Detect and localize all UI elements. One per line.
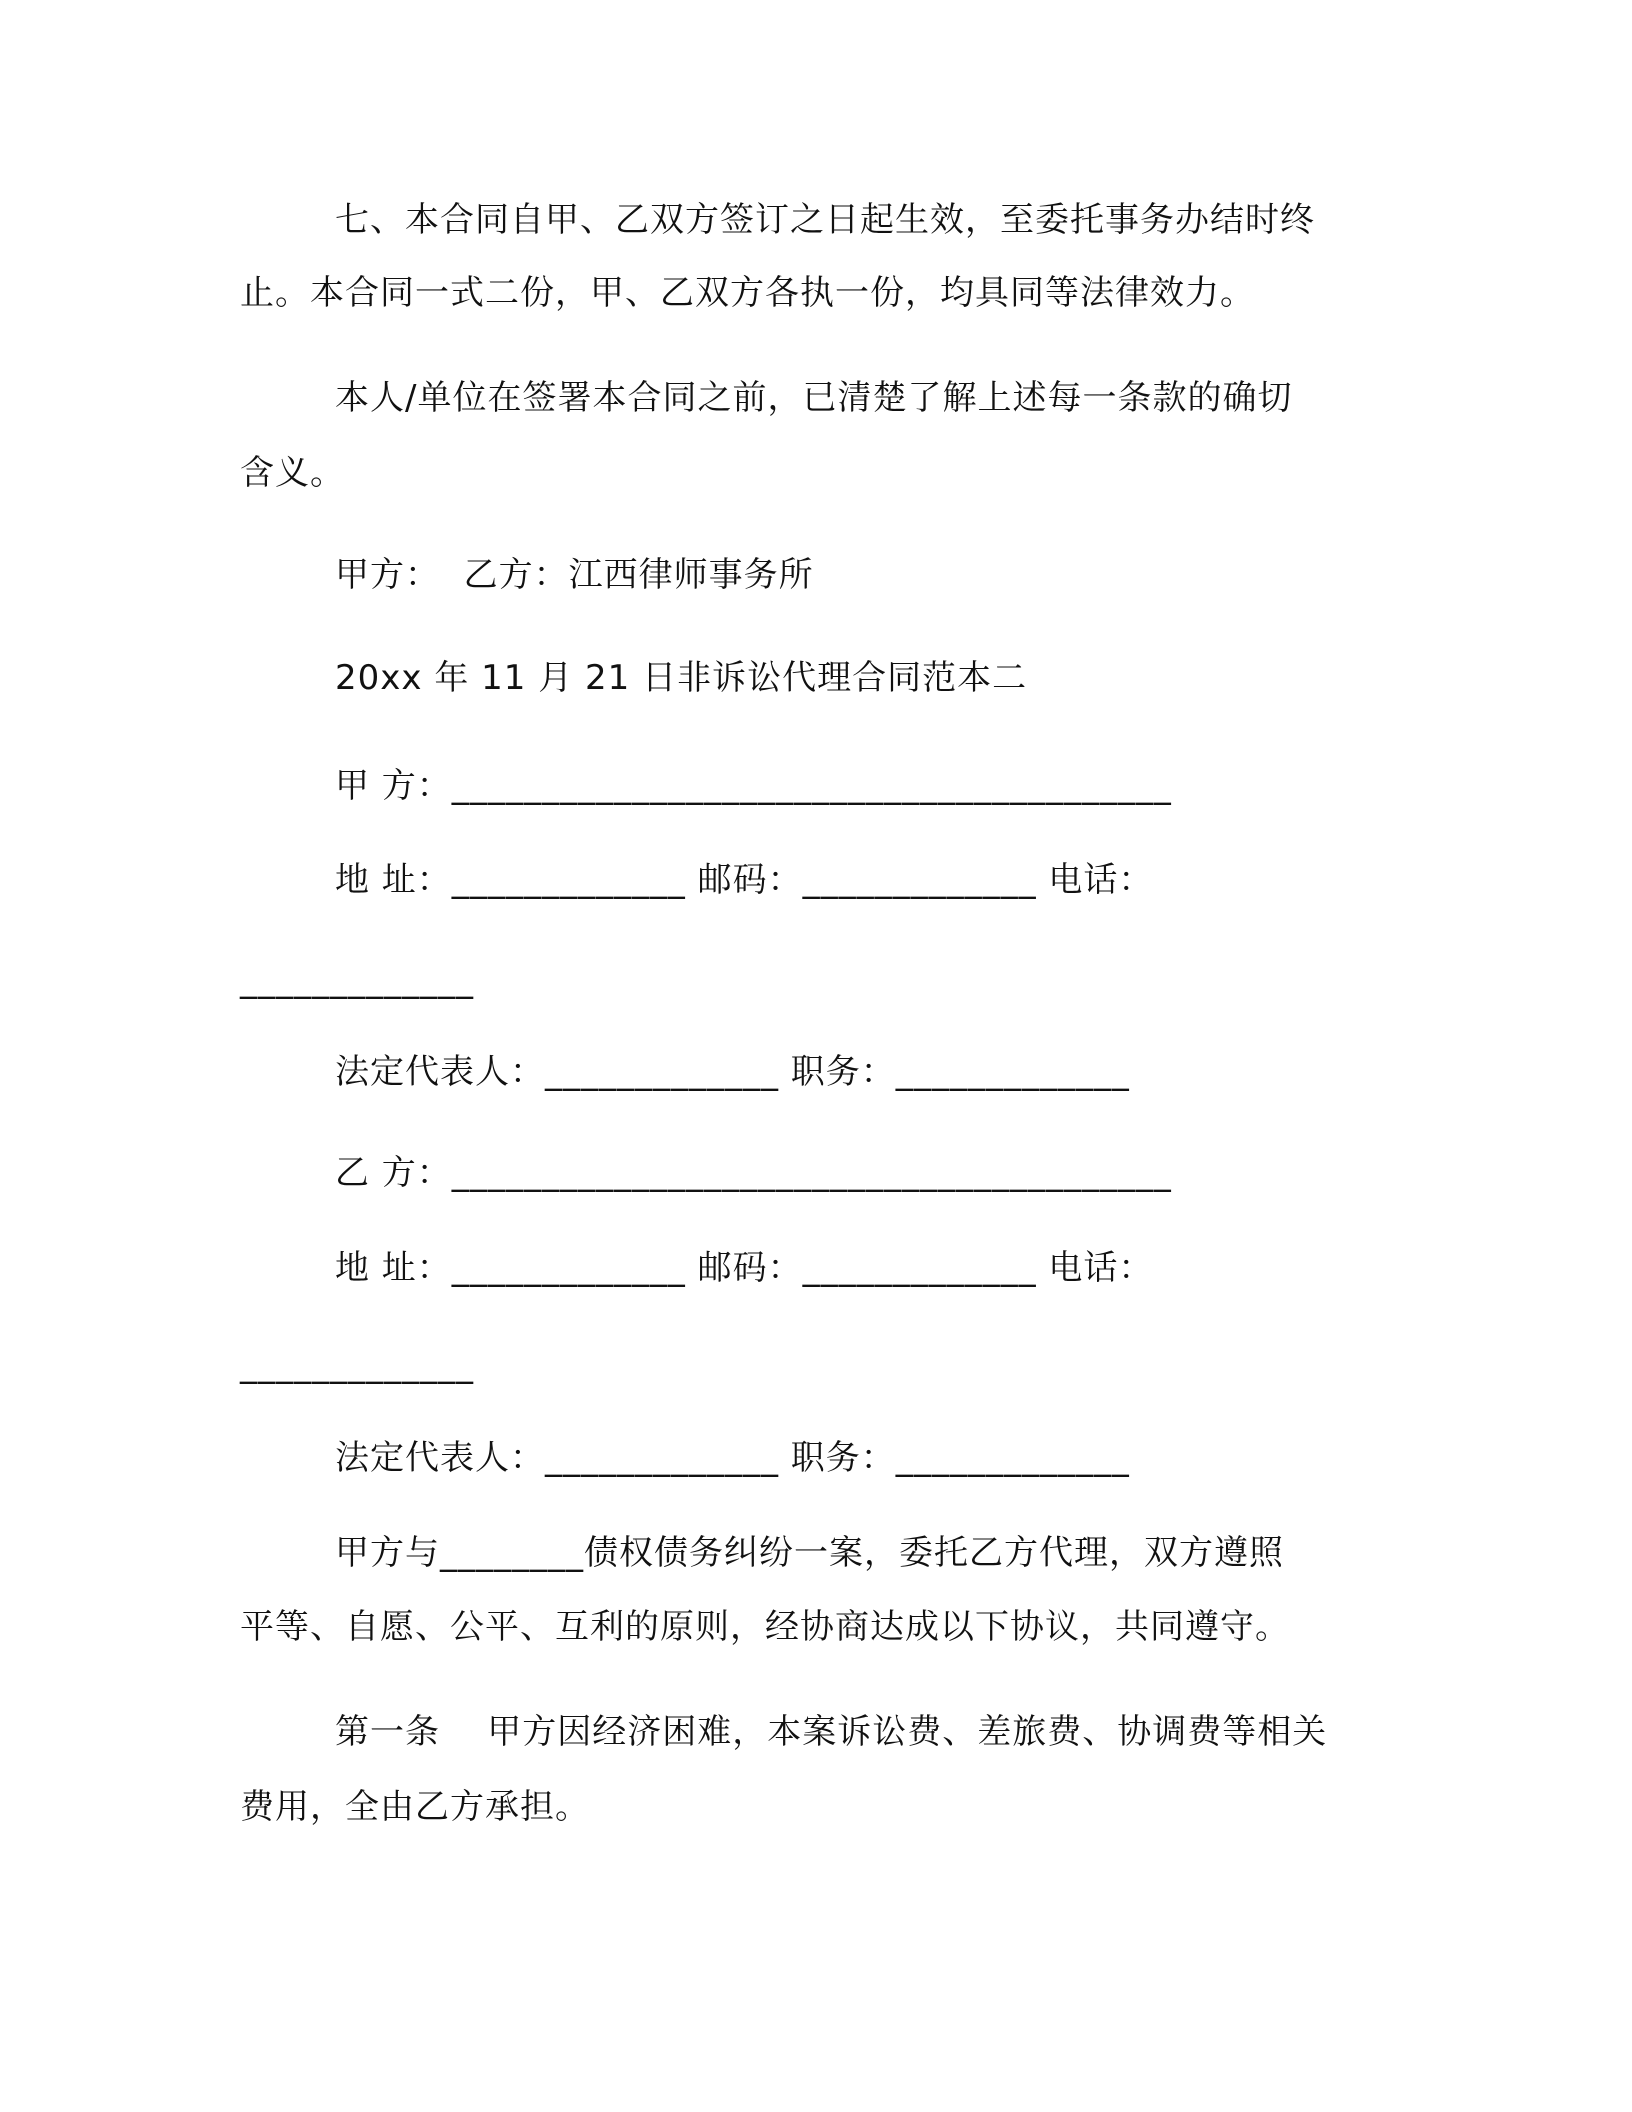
party-a-representative-line: 法定代表人：_____________ 职务：_____________: [335, 1052, 1130, 1092]
party-b-line: 乙 方：________________________________________: [335, 1153, 1172, 1193]
preamble-line-2: 平等、自愿、公平、互利的原则，经协商达成以下协议，共同遵守。: [240, 1607, 1290, 1647]
party-a-line: 甲 方：________________________________________: [335, 766, 1172, 806]
signature-parties-line: 甲方： 乙方：江西律师事务所: [335, 555, 814, 595]
article-1-line-2: 费用，全由乙方承担。: [240, 1787, 590, 1827]
acknowledgement-line-1: 本人/单位在签署本合同之前，已清楚了解上述每一条款的确切: [335, 378, 1293, 418]
clause-7-line-2: 止。本合同一式二份，甲、乙双方各执一份，均具同等法律效力。: [240, 273, 1255, 313]
party-a-address-line: 地 址：_____________ 邮码：_____________ 电话：: [335, 860, 1154, 900]
article-1-line-1: 第一条 甲方因经济困难，本案诉讼费、差旅费、协调费等相关: [335, 1712, 1328, 1752]
party-a-phone-blank: _____________: [240, 960, 474, 1000]
clause-7-line-1: 七、本合同自甲、乙双方签订之日起生效，至委托事务办结时终: [335, 200, 1315, 240]
date-and-title-line: 20xx 年 11 月 21 日非诉讼代理合同范本二: [335, 658, 1028, 698]
party-b-address-line: 地 址：_____________ 邮码：_____________ 电话：: [335, 1248, 1154, 1288]
party-b-representative-line: 法定代表人：_____________ 职务：_____________: [335, 1438, 1130, 1478]
preamble-line-1: 甲方与________债权债务纠纷一案，委托乙方代理，双方遵照: [335, 1533, 1284, 1573]
party-b-phone-blank: _____________: [240, 1345, 474, 1385]
acknowledgement-line-2: 含义。: [240, 453, 345, 493]
